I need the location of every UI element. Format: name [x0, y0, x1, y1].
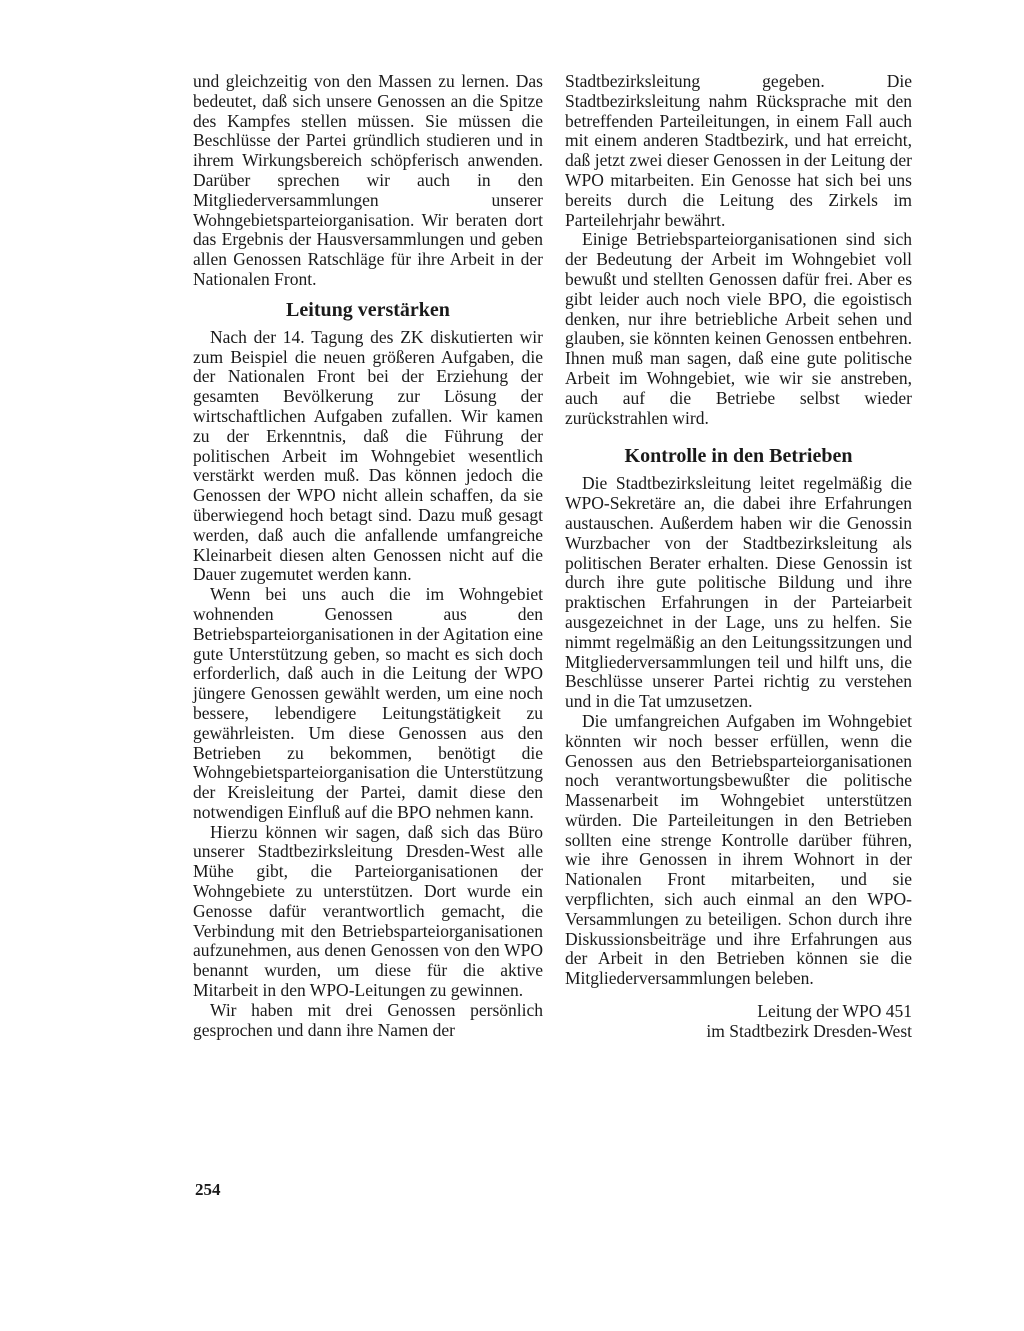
signature-line: Leitung der WPO 451 — [757, 1001, 912, 1022]
section-heading: Kontrolle in den Betrieben — [624, 445, 853, 468]
paragraph: Wenn bei uns auch die im Wohngebiet wohnenden Genossen aus den Betriebsparteiorganisationen in der Agitation eine gute Unterstützung geben, so macht es sich doch erforderlich, daß auch in die Leitung der WPO jüngere Genossen gewählt werden, um eine noch bessere, lebendigere Leitungstätigkeit zu gewährleisten. Um diese Genossen aus den Betrieben zu bekommen, benötigt die Wohngebietsparteiorganisation die Unterstützung der Kreisleitung der Partei, damit diese den notwendigen Einfluß auf die BPO nehmen kann. — [193, 584, 543, 822]
right-column — [565, 72, 912, 1041]
paragraph: Wir haben mit drei Genossen persönlich gesprochen und dann ihre Namen der — [193, 999, 543, 1040]
paragraph: Die Stadtbezirksleitung leitet regelmäßig die WPO-Sekretäre an, die dabei ihre Erfahrungen austauschen. Außerdem haben wir die Genossin Wurzbacher von der Stadtbezirksleitung als politischen Berater erhalten. Diese Genossin ist durch ihre gute politische Bildung und ihre praktischen Erfahrungen in der Parteiarbeit ausgezeichnet in der Lage, uns zu helfen. Sie nimmt regelmäßig an den Leitungssitzungen und Mitgliederversammlungen teil und hilft uns, die Beschlüsse unserer Partei richtig zu verstehen und in die Tat umzusetzen. — [565, 473, 912, 712]
paragraph: Nach der 14. Tagung des ZK diskutierten wir zum Beispiel die neuen größeren Aufgaben, die der Nationalen Front bei der Erziehung der gesamten Bevölkerung zur Lösung der wirtschaftlichen Aufgaben zufallen. Wir kamen zu der Erkenntnis, daß die Führung der politischen Arbeit im Wohngebiet wesentlich verstärkt werden muß. Das können jedoch die Genossen der WPO nicht allein schaffen, da sie überwiegend hoch betagt sind. Dazu muß gesagt werden, daß auch die anfallende umfangreiche Kleinarbeit diesen alten Genossen nicht auf die Dauer zugemutet werden kann. — [193, 326, 543, 585]
left-column — [193, 72, 543, 1040]
paragraph: Die umfangreichen Aufgaben im Wohngebiet könnten wir noch besser erfüllen, wenn die Genossen aus den Betriebsparteiorganisationen noch verantwortungsbewußter die politische Massenarbeit im Wohngebiet unterstützen würden. Die Parteileitungen in den Betrieben sollten eine strenge Kontrolle darüber führen, wie ihre Genossen in ihrem Wohnort in der Nationalen Front mitarbeiten, und sie verpflichten, sich auch einmal an den WPO-Versammlungen zu beteiligen. Schon durch ihre Diskussionsbeiträge und ihre Erfahrungen aus der Arbeit in den Betrieben können sie die Mitgliederversammlungen beleben. — [565, 710, 912, 989]
page-number: 254 — [195, 1180, 221, 1199]
paragraph: und gleichzeitig von den Massen zu lernen. Das bedeutet, daß sich unsere Genossen an die Spitze des Kampfes stellen müssen. Sie müssen die Beschlüsse der Partei gründlich studieren und in ihrem Wirkungsbereich schöpferisch anwenden. Darüber sprechen wir auch in den Mitgliederversammlungen unserer Wohngebietsparteiorganisation. Wir beraten dort das Ergebnis der Hausversammlungen und geben allen Genossen Ratschläge für ihre Arbeit in der Nationalen Front. — [193, 71, 543, 289]
paragraph: Stadtbezirksleitung gegeben. Die Stadtbezirksleitung nahm Rücksprache mit den betreffenden Parteileitungen, in einem Fall auch mit einem anderen Stadtbezirk, und hat erreicht, daß jetzt zwei dieser Genossen in der Leitung der WPO mitarbeiten. Ein Genosse hat sich bei uns bereits durch die Leitung des Zirkels im Parteilehrjahr bewährt. — [565, 71, 912, 230]
paragraph: Einige Betriebsparteiorganisationen sind sich der Bedeutung der Arbeit im Wohngebiet voll bewußt und stellten Genossen dafür frei. Aber es gibt leider auch noch viele BPO, die egoistisch denken, nur ihre betriebliche Arbeit sehen und glauben, sie könnten keinen Genossen entbehren. Ihnen muß man sagen, daß eine gute politische Arbeit im Wohngebiet, wie wir sie anstreben, auch auf die Betriebe selbst wieder zurückstrahlen wird. — [565, 229, 912, 428]
paragraph: Hierzu können wir sagen, daß sich das Büro unserer Stadtbezirksleitung Dresden-West alle Mühe gibt, die Parteiorganisationen der Wohngebiete zu unterstützen. Dort wurde ein Genosse dafür verantwortlich gemacht, die Verbindung mit den Betriebsparteiorganisationen aufzunehmen, aus denen Genossen von den WPO benannt wurden, um diese für die aktive Mitarbeit in den WPO-Leitungen zu gewinnen. — [193, 821, 543, 1001]
signature-block — [565, 1001, 912, 1041]
section-heading: Leitung verstärken — [286, 298, 450, 321]
signature-line: im Stadtbezirk Dresden-West — [706, 1021, 912, 1042]
